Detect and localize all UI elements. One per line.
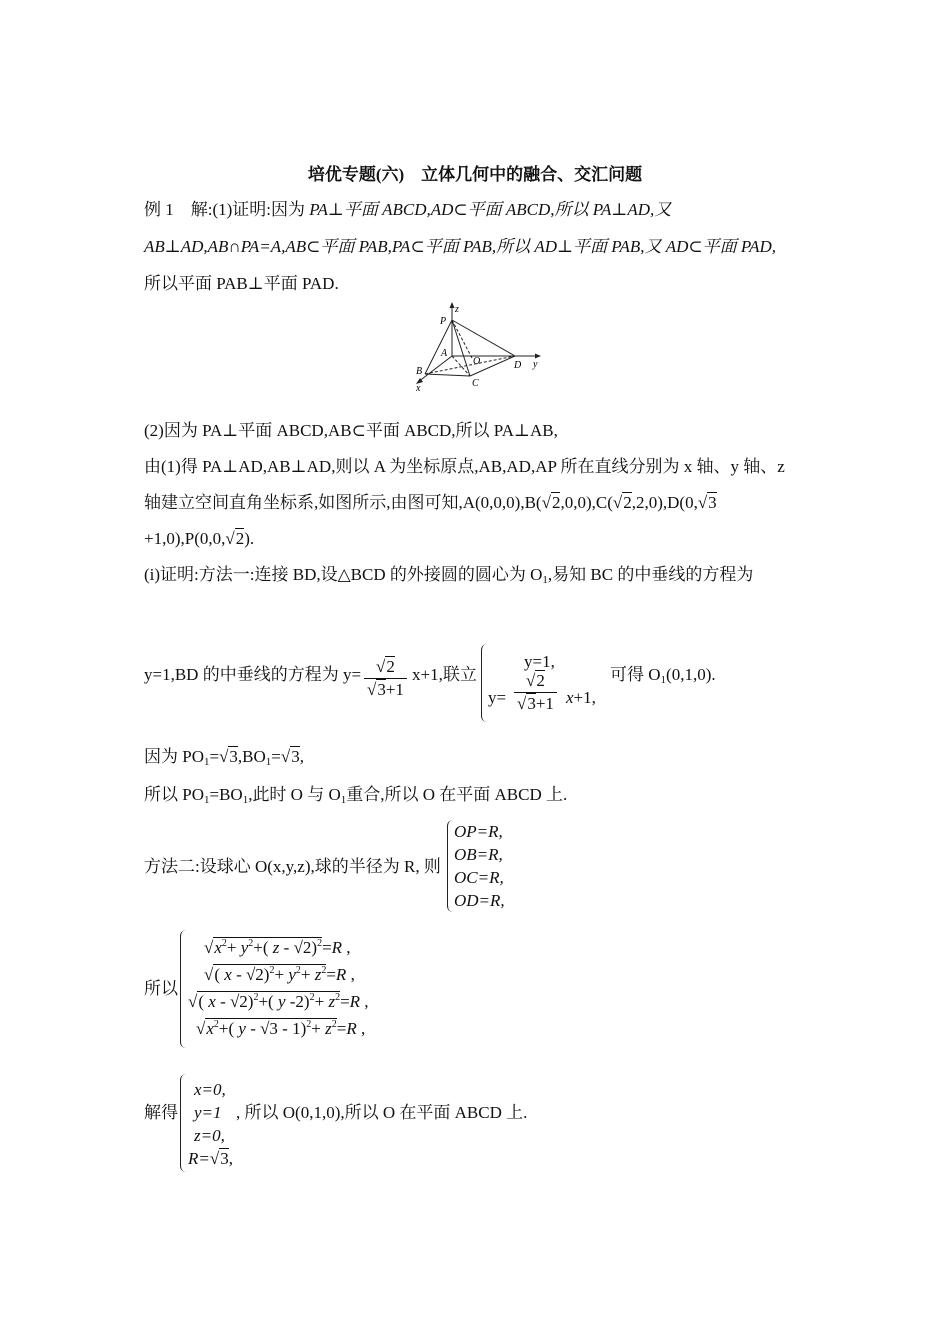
- label-B: B: [416, 366, 423, 377]
- y-axis-arrow: [535, 354, 541, 359]
- left-brace: [180, 930, 186, 1048]
- sqrt-2: √2: [612, 493, 632, 512]
- system3-row1: $√x^2+ y^2+$( z - √2)$^2$=R ,: [204, 938, 351, 957]
- text-seg: ,此时 O 与 O: [248, 785, 341, 804]
- edge-BC: [425, 374, 470, 376]
- text-line-14b: , 所以 O(0,1,0),所以 O 在平面 ABCD 上.: [236, 1103, 528, 1122]
- text-seg: (0,1,0).: [666, 665, 716, 684]
- text-line-13: 所以: [144, 979, 178, 998]
- system2-row4: OD=R,: [454, 891, 505, 910]
- text-line-9b: x+1,联立: [412, 665, 477, 684]
- label-C: C: [472, 378, 479, 389]
- sqrt-2: √2: [541, 493, 561, 512]
- text-seg: 重合,所以 O 在平面 ABCD 上.: [346, 785, 568, 804]
- sqrt-3: √3: [697, 493, 717, 512]
- denominator: √3+1: [367, 680, 404, 699]
- text-seg: =: [271, 747, 281, 766]
- text-line-4: (2)因为 PA⊥平面 ABCD,AB⊂平面 ABCD,所以 PA⊥AB,: [144, 421, 558, 440]
- text-seg: =BO: [209, 785, 243, 804]
- label-A: A: [441, 348, 448, 359]
- label-D: D: [514, 360, 522, 371]
- label-x: x: [416, 383, 421, 392]
- system4-row4: R=√3,: [188, 1149, 233, 1168]
- text-line-10: 因为 PO1=√3,BO1=√3,: [144, 747, 304, 768]
- subscript: 1: [542, 574, 548, 586]
- text-seg: 例 1 解:(1)证明:因为: [144, 200, 310, 219]
- page-title: 培优专题(六) 立体几何中的融合、交汇问题: [307, 165, 643, 184]
- system4-row1: x=0,: [194, 1080, 226, 1099]
- pyramid-figure: [410, 300, 550, 392]
- left-brace: [481, 644, 487, 722]
- text-seg: (i)证明:方法一:连接 BD,设△BCD 的外接圆的圆心为 O: [144, 565, 543, 584]
- x-axis: [418, 356, 452, 382]
- text-seg: ,易知 BC 的中垂线的方程为: [547, 565, 754, 584]
- text-seg: +1,0),P(0,0,: [144, 529, 226, 548]
- left-brace: [447, 820, 453, 912]
- system2-row1: OP=R,: [454, 822, 503, 841]
- system3-row3: √( x - √2)$^2$+( y $-2)^2+ z^2=R$ ,: [188, 992, 369, 1011]
- text-seg: 轴建立空间直角坐标系,如图所示,由图可知,A(0,0,0),B(: [144, 493, 542, 512]
- sqrt-2: √2: [225, 529, 245, 548]
- text-seg: =: [209, 747, 220, 766]
- label-P: P: [440, 316, 447, 327]
- label-y: y: [533, 359, 538, 370]
- edge-BD: [425, 356, 515, 374]
- text-line-2: AB⊥AD,AB∩PA=A,AB⊂平面 PAB,PA⊂平面 PAB,所以 AD⊥平面 PAB,又 AD⊂平面 PAD,: [144, 237, 777, 256]
- text-seg: 因为 PO: [144, 747, 204, 766]
- system3-row2: √( $x - √2)^2+ y^2+ z^2=R$ ,: [204, 965, 355, 984]
- label-O: O: [473, 356, 481, 367]
- text-line-3: 所以平面 PAB⊥平面 PAD.: [144, 274, 339, 293]
- text-line-6: [144, 492, 717, 514]
- system3-row4: $√x^2+$( $y - √3 - 1)^2+ z^2=R$ ,: [196, 1019, 366, 1038]
- label-z: z: [455, 304, 459, 315]
- system4-row2: y=1: [194, 1103, 222, 1122]
- z-axis-arrow: [450, 302, 455, 308]
- text-line-14a: 解得: [144, 1103, 178, 1122]
- system1-row2-tail: x+1,: [566, 688, 596, 707]
- numerator: √2: [364, 656, 407, 679]
- system2-row2: OB=R,: [454, 845, 503, 864]
- text-seg: ,2,0),D(0,: [631, 493, 698, 512]
- system4-row3: z=0,: [194, 1126, 225, 1145]
- text-line-5: 由(1)得 PA⊥AD,AB⊥AD,则以 A 为坐标原点,AB,AD,AP 所在直线分别为 x 轴、y 轴、z: [144, 457, 785, 476]
- text-seg: ).: [244, 529, 255, 548]
- left-brace: [180, 1074, 186, 1172]
- text-seg: ,0,0),C(: [560, 493, 613, 512]
- text-seg: 所以 PO: [144, 785, 204, 804]
- system1-fraction: $\frac{√2}{√3+1}$: [514, 670, 557, 715]
- system1-row1: y=1,: [524, 652, 555, 671]
- text-line-9c: 可得 O1(0,1,0).: [610, 665, 716, 686]
- text-line-7: [144, 528, 254, 550]
- text-line-8: [144, 564, 753, 588]
- text-line-11: 所以 PO1=BO1,此时 O 与 O1重合,所以 O 在平面 ABCD 上.: [144, 785, 568, 806]
- text-seg: 可得 O: [610, 665, 661, 684]
- text-seg: PA⊥平面 ABCD,AD⊂平面 ABCD,所以 PA⊥AD,又: [309, 200, 672, 219]
- text-seg: ,BO: [237, 747, 266, 766]
- text-line-9a: y=1,BD 的中垂线的方程为 y=: [144, 665, 362, 684]
- system2-row3: OC=R,: [454, 868, 504, 887]
- system1-row2: y=: [488, 688, 507, 707]
- text-line-1: [144, 199, 671, 221]
- text-line-12: 方法二:设球心 O(x,y,z),球的半径为 R, 则: [144, 857, 441, 876]
- fraction-sqrt2-over-sqrt3plus1: [364, 656, 407, 701]
